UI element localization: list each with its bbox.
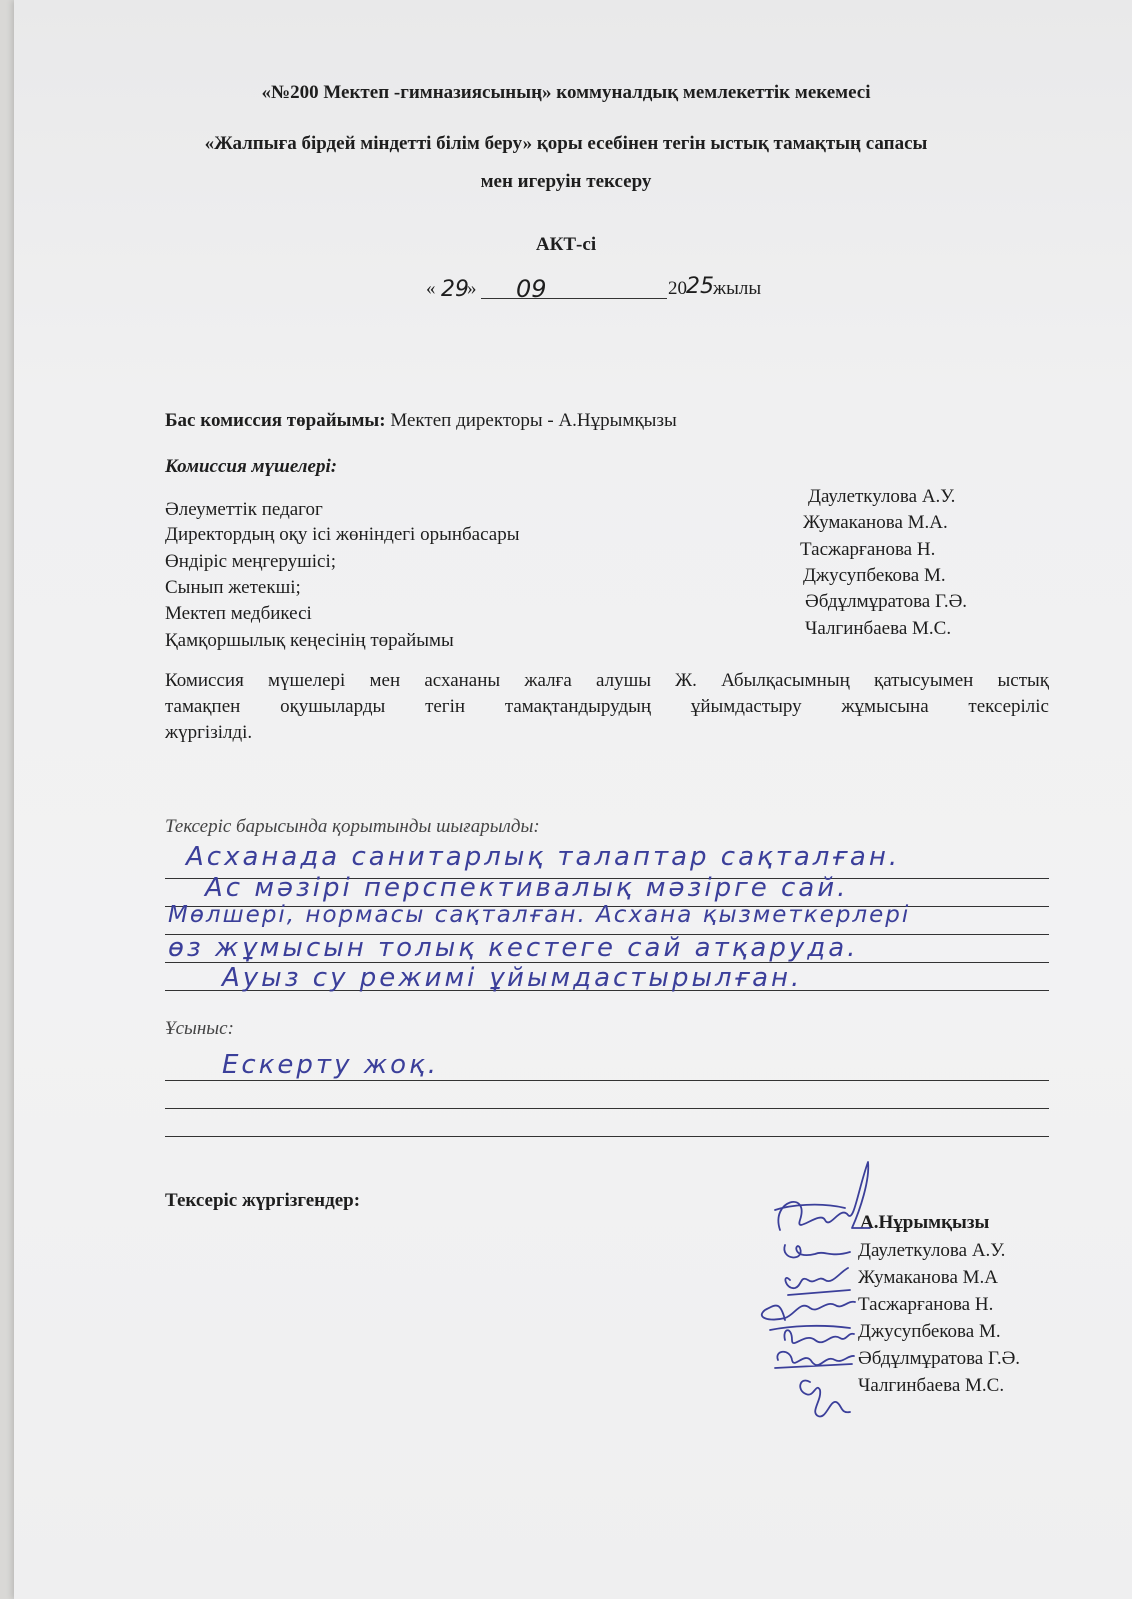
paragraph-line: жүргізілді. — [165, 722, 253, 743]
signer-name: Тасжарғанова Н. — [858, 1294, 994, 1315]
paragraph-line: Комиссия мүшелері мен асхананы жалға алушы Ж. Абылқасымның қатысуымен ыстық — [165, 670, 1049, 691]
member-name: Джусупбекова М. — [803, 565, 946, 586]
act-title: АКТ-сі — [535, 234, 597, 255]
conclusion-handwritten-line: Ас мәзірі перспективалық мәзірге сай. — [205, 873, 849, 903]
conclusion-handwritten-line: Ауыз су режимі ұйымдастырылған. — [222, 963, 803, 993]
member-name: Әбдұлмұратова Г.Ә. — [805, 591, 968, 612]
member-role: Әлеуметтік педагог — [165, 499, 323, 520]
member-role: Сынып жетекші; — [165, 577, 301, 598]
signers-label: Тексеріс жүргізгендер: — [165, 1190, 361, 1211]
member-role: Өндіріс меңгерушісі; — [165, 551, 337, 572]
signer-name: Даулеткулова А.У. — [858, 1240, 1006, 1261]
conclusion-handwritten-line: өз жұмысын толық кестеге сай атқаруда. — [168, 933, 859, 963]
signer-name: Жумаканова М.А — [858, 1267, 998, 1288]
document-subtitle-line1: «Жалпыға бірдей міндетті білім беру» қоры есебінен тегін ыстық тамақтың сапасы — [204, 133, 928, 154]
date-close-quote: » — [467, 278, 477, 299]
chair-line — [165, 410, 677, 432]
conclusion-label: Тексеріс барысында қорытынды шығарылды: — [165, 816, 540, 837]
date-month: 09 — [516, 275, 547, 303]
institution-title: «№200 Мектеп -гимназиясының» коммуналдық мемлекеттік мекемесі — [261, 82, 871, 103]
proposal-label: Ұсыныс: — [165, 1018, 234, 1039]
signer-name: Джусупбекова М. — [858, 1321, 1001, 1342]
chair-label: Бас комиссия төрайымы: — [165, 410, 386, 431]
conclusion-handwritten-line: Асханада санитарлық талаптар сақталған. — [186, 842, 901, 872]
document-subtitle-line2: мен игеруін тексеру — [480, 171, 652, 192]
signer-name: А.Нұрымқызы — [860, 1212, 990, 1233]
date-year-suffix: 25 — [686, 274, 714, 299]
proposal-rule — [165, 1080, 1049, 1081]
member-name: Даулеткулова А.У. — [808, 486, 956, 507]
member-name: Чалгинбаева М.С. — [805, 618, 952, 639]
member-role: Қамқоршылық кеңесінің төрайымы — [165, 630, 454, 651]
signatures-scribble — [730, 1150, 890, 1430]
date-month-underline — [481, 298, 667, 299]
proposal-handwritten: Ескерту жоқ. — [222, 1050, 440, 1080]
member-name: Жумаканова М.А. — [803, 512, 948, 533]
proposal-rule — [165, 1136, 1049, 1137]
chair-value: Мектеп директоры - А.Нұрымқызы — [390, 410, 677, 431]
member-role: Мектеп медбикесі — [165, 603, 312, 624]
member-name: Тасжарғанова Н. — [800, 539, 936, 560]
member-role: Директордың оқу ісі жөніндегі орынбасары — [165, 524, 520, 545]
paragraph-line: тамақпен оқушыларды тегін тамақтандырудың ұйымдастыру жұмысына тексеріліс — [165, 696, 1049, 717]
signer-name: Әбдұлмұратова Г.Ә. — [858, 1348, 1021, 1369]
signer-name: Чалгинбаева М.С. — [858, 1375, 1005, 1396]
proposal-rule — [165, 1108, 1049, 1109]
date-year-prefix: 20 — [668, 278, 687, 299]
members-heading: Комиссия мүшелері: — [165, 456, 338, 477]
conclusion-handwritten-line: Мөлшері, нормасы сақталған. Асхана қызметкерлері — [168, 902, 911, 928]
date-year-word: жылы — [713, 278, 762, 299]
date-open-quote: « — [426, 278, 436, 299]
date-day: 29 — [441, 277, 469, 302]
